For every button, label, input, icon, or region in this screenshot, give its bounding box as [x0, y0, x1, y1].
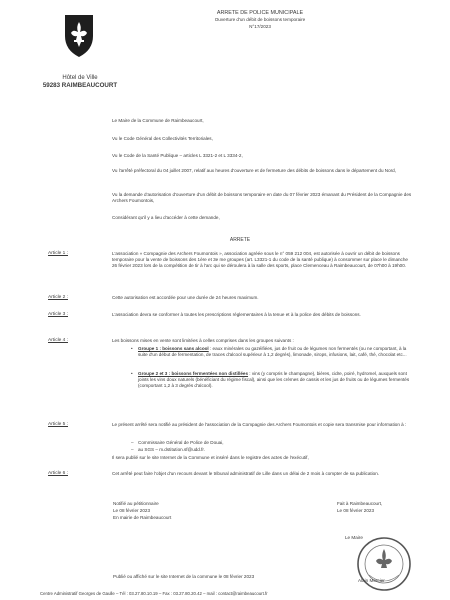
- dash-icon: –: [131, 440, 134, 445]
- preamble-line: Vu l'arrêté préfectoral du 04 juillet 2007, relatif aux heures d'ouverture et de fermeture des débits de boissons dans le département du Nord,: [112, 168, 397, 173]
- article-4-label: Article 4 :: [48, 338, 68, 343]
- article-2-label: Article 2 :: [48, 295, 68, 300]
- signed-place: Fait à Raimbeaucourt,: [337, 501, 383, 506]
- notified-date: Le 08 février 2023: [113, 508, 151, 513]
- notified-place: En mairie de Raimbeaucourt: [113, 515, 172, 520]
- mayor-title: Le Maire: [345, 535, 363, 540]
- group-1-text: : eaux minérales ou gazéifiées, jus de fruit ou de légumes non fermentés (ou ne comportant, à la suite d'un début de fermentation, de traces d'alcool supérieur à 1,2 degrés), limonade, sirops, infusions, lait, café, thé, chocolat etc...: [138, 346, 407, 358]
- article-6-text: Cet arrêté peut faire l'objet d'un recours devant le tribunal administratif de Lille dans un délai de 2 mois à compter de sa publication.: [112, 471, 380, 476]
- bullet-icon: •: [131, 371, 133, 376]
- article-1-text: L'association « Compagnie des Archers Foumontois », association agréée sous le n° 059 212 004, est autorisée à ouvrir un débit de boissons temporaire pour la vente de boissons des 1ère et 3e me groupes (art. L3321-1 du code de la santé publique) à consommer sur place le dimanche 26 février 2023 lors de la compétition de tir à l'arc qui se déroulera à la salle des sports, place Clemenceau à Raimbeaucourt, de 07h00 à 19h00.: [112, 251, 408, 269]
- arrete-number: N°17/2023: [249, 24, 271, 29]
- group-3-text: : vins (y compris le champagne), bières, cidre, poiré, hydromel, auxquels sont joints les vins doux naturels (bénéficiant du régime fiscal), ainsi que les crèmes de cassis et les jus de fruits ou de légumes fermentés (comportant 1,2 à 3 degrés d'alcool).: [138, 371, 410, 389]
- article-5-text: Le présent arrêté sera notifié au président de l'association de la Compagnie des Archers Foumontois et copie sera transmise pour information à :: [112, 422, 407, 427]
- preamble-line: Vu le Code Général des Collectivités Territoriales,: [112, 136, 213, 141]
- arrete-title: ARRETE DE POLICE MUNICIPALE: [216, 10, 304, 16]
- preamble-line: Considérant qu'il y a lieu d'accéder à cette demande,: [112, 215, 220, 220]
- mairie-line1: Hôtel de Ville: [62, 75, 98, 81]
- mairie-line2: 59283 RAIMBEAUCOURT: [42, 82, 118, 89]
- dash-icon: –: [131, 447, 134, 452]
- article-6-label: Article 6 :: [48, 471, 68, 476]
- article-5-recipient: au SGS – m.dstitution.sf@udd.fr.: [138, 447, 205, 452]
- article-3-label: Article 3 :: [48, 312, 68, 317]
- article-3-text: L'association devra se conformer à toutes les prescriptions réglementaires à la tenue et à la police des débits de boissons.: [112, 312, 361, 317]
- article-2-text: Cette autorisation est accordée pour une durée de 24 heures maximum.: [112, 295, 259, 300]
- coat-of-arms-icon: [64, 14, 94, 58]
- article-4-group-1: [138, 346, 413, 358]
- arrete-subtitle: Ouverture d'un débit de boissons temporaire: [214, 17, 306, 22]
- signed-date: Le 08 février 2023: [337, 508, 375, 513]
- arrete-heading: ARRETE: [229, 237, 251, 243]
- article-5-recipient: Commissaire Général de Police de Douai,: [138, 440, 224, 445]
- publication-line: Publié ou affiché sur le site Internet de la commune le 08 février 2023: [113, 574, 255, 579]
- article-5-label: Article 5 :: [48, 422, 68, 427]
- footer-contact: Centre Administratif Georges de Gaulle – Tél : 03.27.80.10.19 – Fax : 03.27.80.20.42 – mail : contact@raimbeaucourt.fr: [40, 591, 268, 596]
- article-1-label: Article 1 :: [48, 251, 68, 256]
- preamble-line: Le Maire de la Commune de Raimbeaucourt,: [112, 118, 204, 123]
- preamble-line: Vu le Code de la Santé Publique – articles L 3321-2 et L 3334-2,: [112, 153, 243, 158]
- article-5-tail: Il sera publié sur le site Internet de la Commune et inséré dans le registre des actes de l'exécutif,: [112, 455, 309, 460]
- article-4-intro: Les boissons mises en vente sont limitées à celles comprises dans les groupes suivants :: [112, 338, 294, 343]
- notified-line: Notifié au pétitionnaire: [113, 501, 159, 506]
- official-stamp-icon: [355, 535, 413, 593]
- preamble-line: Vu la demande d'autorisation d'ouverture d'un débit de boissons temporaire en date du 07 février 2023 émanant du Président de la Compagnie des Archers Foumontois,: [112, 192, 412, 204]
- mayor-name: Alain Mercier: [358, 578, 385, 583]
- article-4-group-3: [138, 371, 413, 389]
- group-3-heading: Groupe 2 et 3 : boissons fermentées non distillées: [138, 371, 249, 376]
- bullet-icon: •: [131, 346, 133, 351]
- group-1-heading: Groupe 1 : boissons sans alcool: [138, 346, 209, 351]
